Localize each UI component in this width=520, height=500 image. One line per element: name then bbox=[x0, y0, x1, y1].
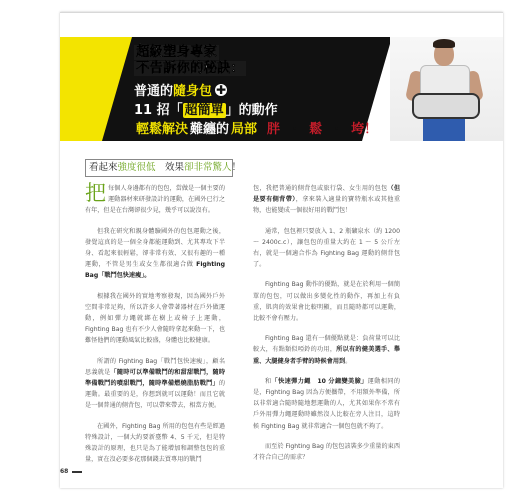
paragraph-text: 所謂的 Fighting Bag「戰鬥包快速瘦」，顧名思義就是 bbox=[85, 357, 225, 376]
paragraph bbox=[85, 356, 225, 412]
hero-l2-a: 11 招「 bbox=[134, 103, 183, 118]
hero-l1-a: 普通的 bbox=[134, 84, 174, 99]
paragraph bbox=[253, 279, 400, 324]
subtitle-part-a: 看起來 bbox=[89, 162, 118, 173]
photo-bag bbox=[412, 93, 480, 119]
paragraph bbox=[85, 183, 225, 217]
paragraph bbox=[253, 183, 400, 217]
paragraph-bold: Fighting Bag「戰鬥包快速瘦」。 bbox=[85, 261, 225, 280]
hero-l3-d2: 鬆 bbox=[309, 122, 323, 137]
paragraph-text: 的運動。最重要的是，你想到就可以運動！而且它就是一個普通的側背包，可以帶來帶去，相當方便。 bbox=[85, 380, 225, 410]
drop-cap: 把 bbox=[85, 181, 106, 205]
paragraph-text: 但我在研究和親身體驗國外的包包運動之後，發覺這真的是一個全身都能運動到、尤其專攻下半身、看起來很輕鬆，卻非常有效、又很有趣的一種運動，不管是男生或女生都很適合做 bbox=[85, 227, 225, 269]
hero-l3-d3: 垮 bbox=[351, 122, 365, 137]
subtitle-part-e: ！ bbox=[231, 162, 242, 173]
hero-kicker-line-2: 不告訴你的秘訣： bbox=[136, 60, 244, 76]
hero-l3-c: 局部 bbox=[231, 122, 258, 137]
paragraph-bold: 所以有的健美選手、舉重、大腿健身者手臂的時候會用到 bbox=[253, 346, 400, 365]
paragraph bbox=[253, 226, 400, 271]
hero-kicker-line-1: 超級塑身專家 bbox=[136, 44, 217, 60]
plus-icon: ✚ bbox=[216, 83, 227, 97]
paragraph-text: 每個人身邊都有的包包，當做是一個主要的運動器材來研發設計的運動，在國外已行之有年，但是在台灣卻很少見，幾乎可以說沒有。 bbox=[85, 185, 225, 215]
hero-headline-line-1 bbox=[134, 84, 227, 100]
paragraph bbox=[253, 376, 400, 432]
paragraph-text: 根據我在國外的實地考察發現，因為國外戶外空間非常足夠，所以許多人會帶著器材在戶外做運動，例如彈力繩就綁在樹上或椅子上運動，Fighting Bag 也有不少人會隨時拿起來動一下，也難怪他們的運動風氣比較盛，身體也比較健康。 bbox=[85, 292, 225, 345]
hero-l3-b: 難纏的 bbox=[190, 122, 230, 137]
top-rule bbox=[60, 12, 503, 13]
paragraph-text: Fighting Bag 還有一個優點就是：負荷量可以比較大，有點類似啞鈴的功用， bbox=[253, 335, 400, 354]
page-number-bar bbox=[72, 471, 82, 473]
paragraph-text: 通常，包包裡只要放入 1、2 瓶礦泉水（約 1200 ～ 2400c.c），讓包包的重量大約在 1 ～ 5 公斤左右，就是一個適合作為 Fighting Bag 運動的側背包了。 bbox=[253, 227, 400, 269]
paragraph bbox=[253, 333, 400, 367]
paragraph-text: 包，我把普通的側背包或旅行袋、女生用的包包 bbox=[253, 185, 388, 192]
paragraph-text: ，拿來裝入適量的寶特瓶水或其他重物，也能變成一個很好用的戰鬥包！ bbox=[253, 196, 400, 215]
paragraph-bold: 「快速彈力繩 10 分鐘變美臉」 bbox=[271, 377, 368, 385]
hero-banner bbox=[60, 37, 503, 141]
paragraph bbox=[85, 421, 225, 466]
paragraph-text: 運動相同的是，Fighting Bag 因為方便攜帶，不用額外準備，所以非常適合隨時隨地想運動的人，尤其如果你不常有戶外用彈力繩運動時雖然沒人比較在旁人注目，這時候 Fighting Bag 就非常適合一個包包就不夠了。 bbox=[253, 377, 400, 430]
hero-l1-b: 隨身包 bbox=[173, 84, 213, 99]
hero-l2-c: 」的動作 bbox=[225, 103, 278, 118]
subtitle-part-b: 強度很低 bbox=[117, 162, 156, 173]
subtitle-part-d: 卻非常驚人 bbox=[184, 162, 232, 173]
paragraph bbox=[85, 226, 225, 282]
hero-l2-b: 超簡單 bbox=[184, 103, 224, 118]
hero-l3-d4: ！ bbox=[364, 122, 378, 137]
paragraph bbox=[85, 291, 225, 347]
right-column bbox=[253, 183, 400, 472]
hero-headline-line-3: 輕鬆解決 難纏的 局部 胖 ・ 鬆 ・ 垮！ bbox=[136, 122, 378, 137]
article-subtitle bbox=[85, 159, 242, 177]
paragraph-text: 在國外，Fighting Bag 所用的包包有些是經過特殊設計，一個大約要新臺幣 4、5 千元，但是特殊設計的原理，也只是為了能增加和調整包包的重量，實在沒必要多花那個錢去買專用的戰鬥 bbox=[85, 422, 225, 464]
paragraph-text: Fighting Bag 動作的優點，就是在於利用一個簡單的包包，可以做出多變化性的動作，再加上有負重，肌肉的效果會比較明顯，而且隨時都可以運動，比較不會有壓力。 bbox=[253, 281, 400, 323]
hero-l3-d1: 胖 bbox=[267, 122, 281, 137]
paragraph-text: 而至於 Fighting Bag 的包包該裝多少重量的東西才符合自己的需求？ bbox=[253, 442, 400, 462]
paragraph-text: 。 bbox=[345, 357, 352, 365]
paragraph-bold: （但是要有側背帶） bbox=[253, 185, 400, 204]
left-column bbox=[85, 183, 225, 474]
subtitle-part-c: 效果 bbox=[155, 162, 185, 173]
hero-l3-a: 輕鬆解決 bbox=[136, 122, 189, 137]
hero-headline-line-2 bbox=[134, 103, 278, 119]
paragraph-text: 和 bbox=[265, 377, 272, 385]
hero-kicker bbox=[134, 45, 246, 77]
paragraph bbox=[253, 441, 400, 463]
paragraph-bold: 「隨時可以準備戰鬥的和甜甜戰鬥，隨時準備戰鬥的噴甜戰鬥，隨時準備燃燒脂肪戰鬥」 bbox=[85, 368, 225, 388]
page-number: 68 bbox=[60, 468, 69, 475]
photo-hair bbox=[433, 39, 455, 48]
hero-photo bbox=[390, 37, 503, 141]
